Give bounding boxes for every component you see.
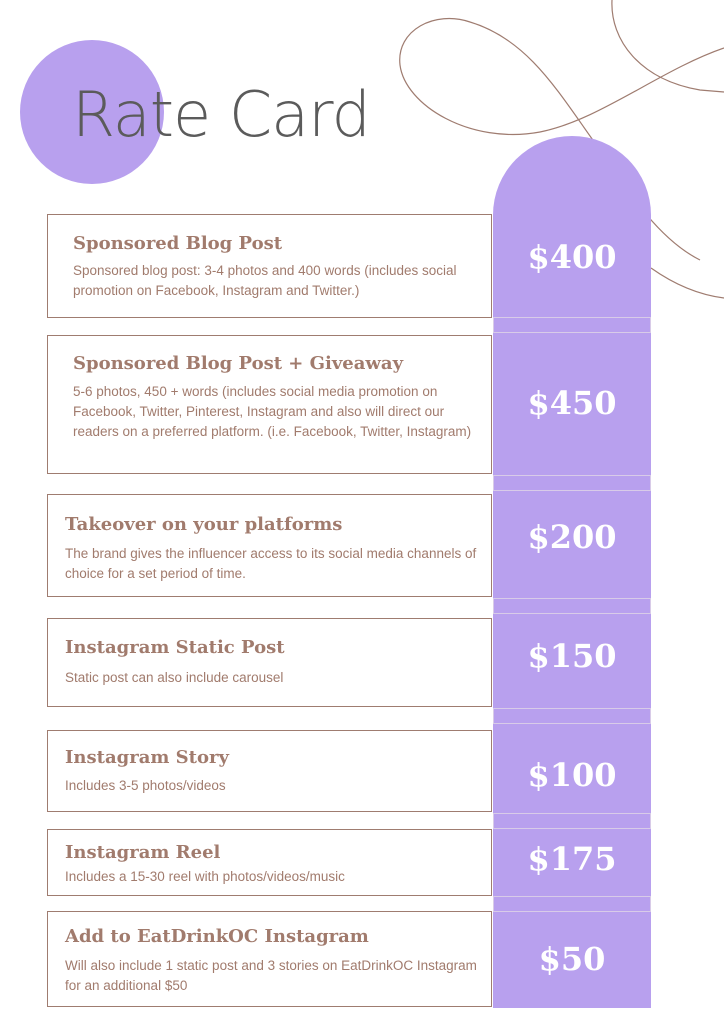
item-price: $100 — [527, 756, 617, 794]
item-description: Includes 3-5 photos/videos — [65, 778, 226, 793]
item-description: 5-6 photos, 450 + words (includes social media promotion on Facebook, Twitter, Pinterest, Instagram and also will direct our readers on a preferred platform. (i.e. Facebook, Twitter, Instagram) — [73, 384, 472, 439]
item-description: Includes a 15-30 reel with photos/videos/music — [65, 869, 345, 884]
item-description: The brand gives the influencer access to its social media channels of choice for a set period of time. — [65, 546, 477, 581]
item-price: $400 — [527, 238, 617, 276]
page-title: Rate Card — [72, 78, 370, 151]
price-divider — [493, 708, 651, 724]
item-price: $450 — [527, 384, 617, 422]
item-price: $200 — [527, 518, 617, 556]
rate-card-item — [47, 214, 492, 318]
item-description: Will also include 1 static post and 3 stories on EatDrinkOC Instagram for an additional $50 — [65, 958, 477, 993]
rate-card-item — [47, 730, 492, 812]
rate-card-item — [47, 829, 492, 896]
price-divider — [493, 598, 651, 614]
rate-card-item — [47, 494, 492, 597]
item-price: $50 — [538, 940, 606, 978]
rate-card-item — [47, 911, 492, 1007]
item-price: $150 — [527, 637, 617, 675]
price-divider — [493, 475, 651, 491]
item-title: Takeover on your platforms — [65, 514, 343, 535]
item-title: Instagram Reel — [65, 842, 221, 863]
item-title: Sponsored Blog Post — [73, 233, 283, 254]
rate-card-item — [47, 618, 492, 707]
price-divider — [493, 813, 651, 829]
item-title: Instagram Story — [65, 747, 229, 768]
item-title: Add to EatDrinkOC Instagram — [65, 926, 369, 947]
item-title: Sponsored Blog Post + Giveaway — [73, 353, 404, 374]
item-description: Sponsored blog post: 3-4 photos and 400 words (includes social promotion on Facebook, Instagram and Twitter.) — [73, 263, 457, 298]
price-divider — [493, 317, 651, 333]
item-description: Static post can also include carousel — [65, 670, 284, 685]
rate-card-item — [47, 335, 492, 474]
item-title: Instagram Static Post — [65, 637, 285, 658]
price-divider — [493, 896, 651, 912]
item-price: $175 — [527, 840, 617, 878]
